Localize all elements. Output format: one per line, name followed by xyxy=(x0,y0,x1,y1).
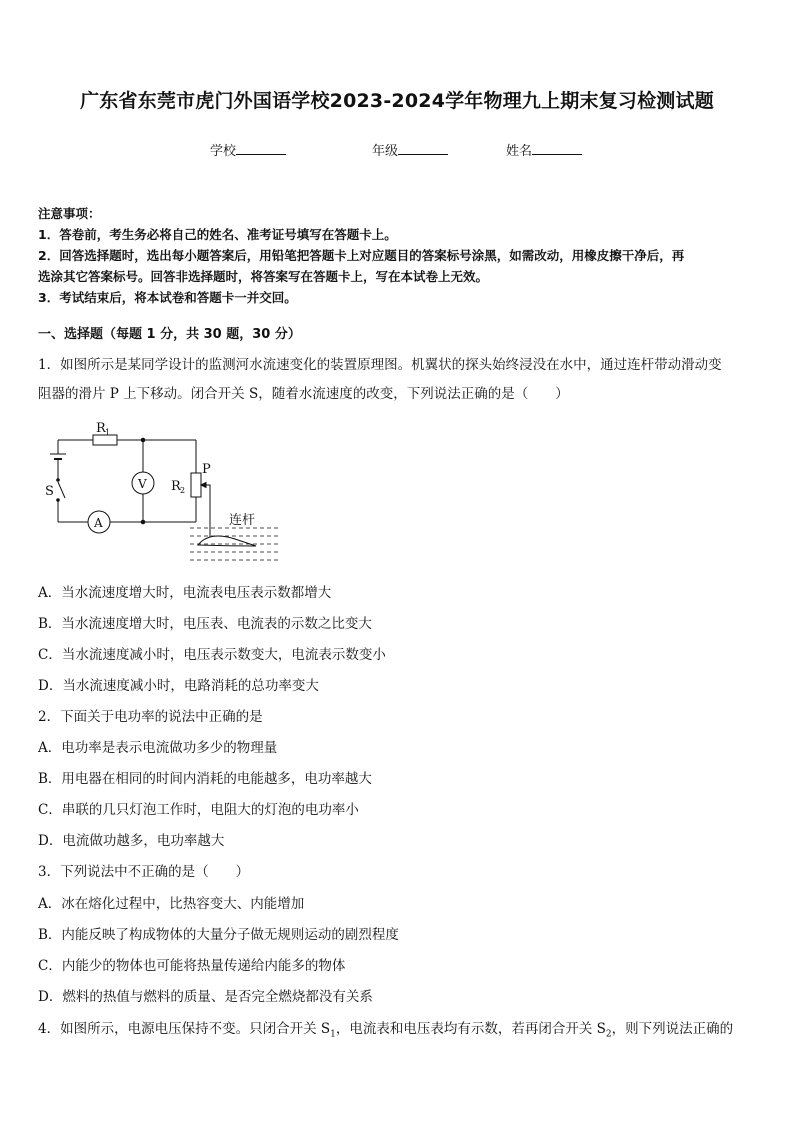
name-blank xyxy=(532,142,582,155)
school-blank xyxy=(236,142,286,155)
name-field xyxy=(506,140,582,159)
q1-stem-line2: 阻器的滑片 P 上下移动。闭合开关 S，随着水流速度的改变，下列说法正确的是（ ） xyxy=(38,386,569,402)
resistor-r2 xyxy=(191,473,201,497)
notes-item: 选涂其它答案标号。回答非选择题时，将答案写在答题卡上，写在本试卷上无效。 xyxy=(38,269,489,284)
label-r1: R xyxy=(96,421,106,436)
switch-s xyxy=(58,482,65,498)
q2-option-a: A．电功率是表示电流做功多少的物理量 xyxy=(38,740,278,756)
grade-field xyxy=(372,140,448,159)
section-heading: 一、选择题（每题 1 分，共 30 题，30 分） xyxy=(38,327,301,342)
q1-circuit-diagram xyxy=(38,418,278,568)
q2-option-d: D．电流做功越多，电功率越大 xyxy=(38,833,225,849)
q1-stem-line1: 1．如图所示是某同学设计的监测河水流速变化的装置原理图。机翼状的探头始终浸没在水中，通过连杆带动滑动变 xyxy=(38,357,722,373)
notes-heading: 注意事项： xyxy=(38,206,101,221)
q3-option-c: C．内能少的物体也可能将热量传递给内能多的物体 xyxy=(38,958,346,974)
label-a: A xyxy=(94,516,103,530)
q1-option-a: A．当水流速度增大时，电流表电压表示数都增大 xyxy=(38,585,332,601)
notes-item: 1．答卷前，考生务必将自己的姓名、准考证号填写在答题卡上。 xyxy=(38,227,397,242)
q3-option-b: B．内能反映了构成物体的大量分子做无规则运动的剧烈程度 xyxy=(38,927,399,943)
q4-sub1: 1 xyxy=(330,1029,336,1040)
q1-option-b: B．当水流速度增大时，电压表、电流表的示数之比变大 xyxy=(38,616,372,632)
notes-block xyxy=(38,203,760,308)
q3-option-d: D．燃料的热值与燃料的质量、是否完全燃烧都没有关系 xyxy=(38,989,373,1005)
label-v: V xyxy=(138,477,147,491)
q3-stem: 3．下列说法中不正确的是（ ） xyxy=(38,864,250,880)
q4-part2: ，电流表和电压表均有示数，若再闭合开关 S xyxy=(335,1021,606,1037)
label-p: P xyxy=(202,462,211,477)
wing-probe xyxy=(198,536,256,546)
school-field xyxy=(210,140,286,159)
notes-item: 2．回答选择题时，选出每小题答案后，用铅笔把答题卡上对应题目的答案标号涂黑，如需改动，用橡皮擦干净后，再 xyxy=(38,248,685,263)
label-r2-sub: 2 xyxy=(180,486,186,495)
q3-option-a: A．冰在熔化过程中，比热容变大、内能增加 xyxy=(38,896,305,912)
label-s: S xyxy=(45,484,54,499)
exam-title: 广东省东莞市虎门外国语学校2023-2024学年物理九上期末复习检测试题 xyxy=(80,90,714,112)
q2-option-b: B．用电器在相同的时间内消耗的电能越多，电功率越大 xyxy=(38,771,372,787)
q2-stem: 2．下面关于电功率的说法中正确的是 xyxy=(38,709,263,725)
q2-option-c: C．串联的几只灯泡工作时，电阻大的灯泡的电功率小 xyxy=(38,802,359,818)
name-label: 姓名 xyxy=(506,144,533,159)
q1-option-c: C．当水流速度减小时，电压表示数变大，电流表示数变小 xyxy=(38,647,386,663)
grade-blank xyxy=(398,142,448,155)
label-r1-sub: 1 xyxy=(105,428,111,437)
q4-part3: ，则下列说法正确的 xyxy=(611,1021,734,1037)
label-r2: R xyxy=(171,479,181,494)
q4-stem xyxy=(38,1019,758,1045)
q1-option-d: D．当水流速度减小时，电路消耗的总功率变大 xyxy=(38,678,319,694)
q4-part1: 4．如图所示，电源电压保持不变。只闭合开关 S xyxy=(38,1021,331,1037)
label-rod: 连杆 xyxy=(229,513,256,528)
notes-item: 3．考试结束后，将本试卷和答题卡一并交回。 xyxy=(38,290,297,305)
q4-sub2: 2 xyxy=(605,1029,612,1040)
slider-p xyxy=(202,485,210,520)
grade-label: 年级 xyxy=(372,144,399,159)
school-label: 学校 xyxy=(210,144,237,159)
